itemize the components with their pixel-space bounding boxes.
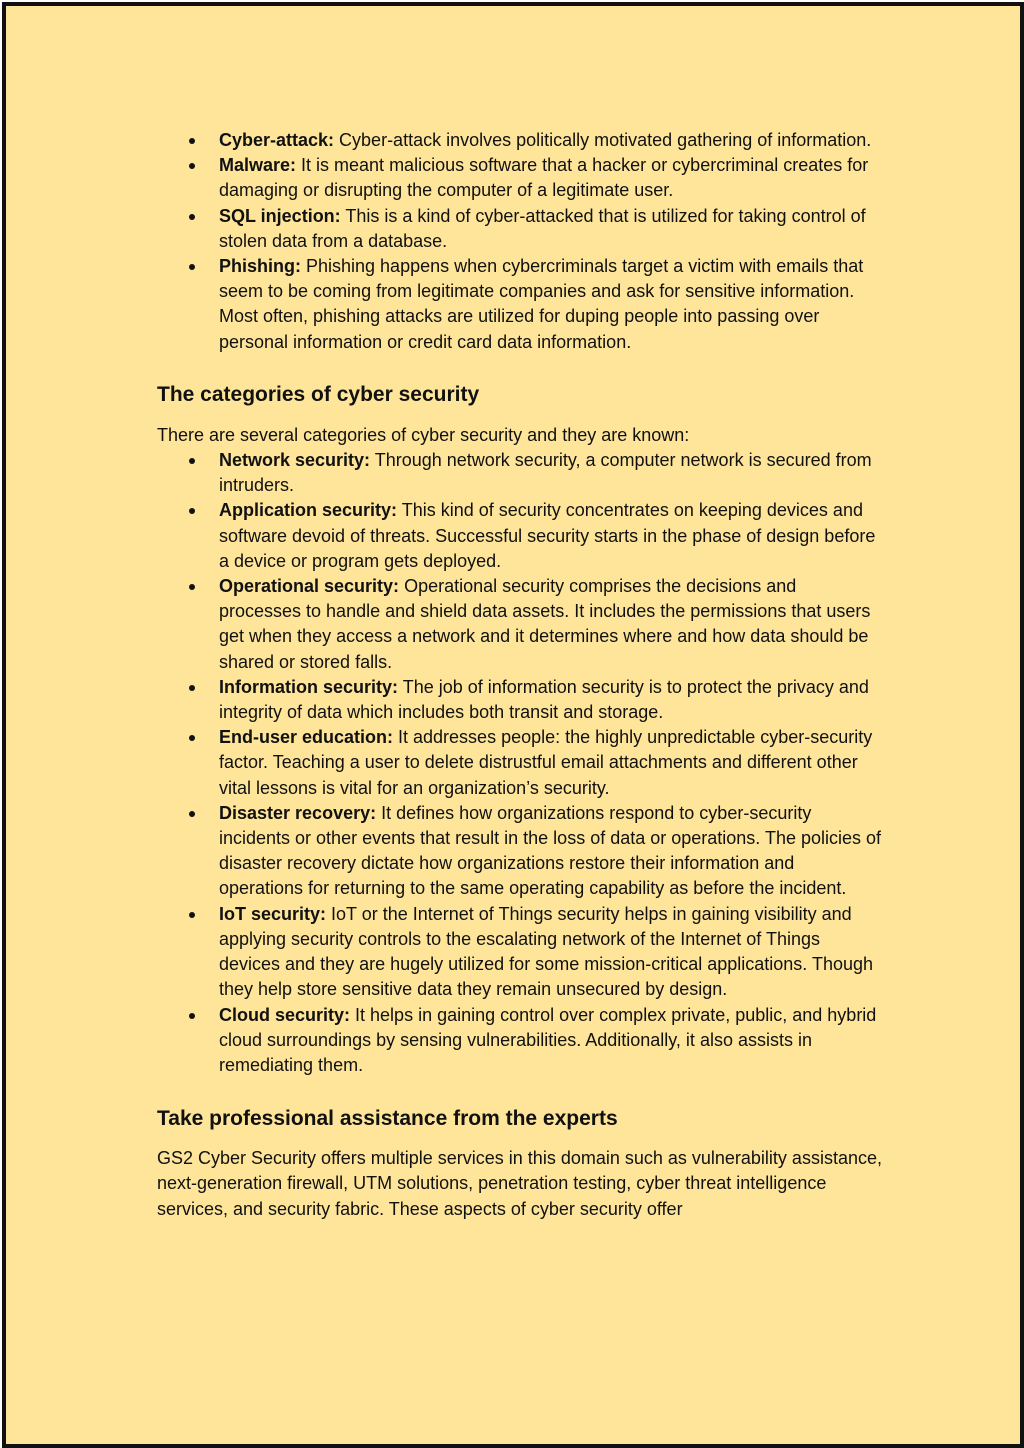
list-item-term: Information security:	[219, 676, 399, 697]
list-item-term: Disaster recovery:	[219, 802, 377, 823]
categories-list	[157, 448, 882, 1078]
list-item-text: This is a kind of cyber-attacked that is utilized for taking control of stolen data from a database.	[219, 205, 866, 251]
bullet-icon	[189, 811, 195, 817]
list-item-text: Phishing happens when cybercriminals target a victim with emails that seem to be coming from legitimate companies and ask for sensitive information. Most often, phishing attacks are utilized for duping people into passing over personal information or credit card data information.	[219, 256, 864, 352]
section-intro: There are several categories of cyber security and they are known:	[157, 424, 690, 445]
bullet-icon	[189, 458, 195, 464]
bullet-icon	[189, 508, 195, 514]
list-item-term: Cloud security:	[219, 1004, 351, 1025]
list-item	[157, 498, 882, 574]
list-item	[157, 725, 882, 801]
bullet-icon	[189, 735, 195, 741]
list-item-text: Operational security comprises the decisions and processes to handle and shield data assets. It includes the permissions that users get when they access a network and it determines where and how data should be shared or stored falls.	[219, 576, 871, 672]
list-item-text: Cyber-attack involves politically motivated gathering of information.	[334, 130, 872, 150]
bullet-icon	[189, 912, 195, 918]
list-item	[157, 128, 882, 153]
list-item-term: Application security:	[219, 500, 398, 521]
bullet-icon	[189, 264, 195, 270]
list-item-term: Malware:	[219, 155, 297, 176]
list-item-text: The job of information security is to protect the privacy and integrity of data which includes both transit and storage.	[219, 676, 869, 723]
list-item-term: Cyber-attack:	[219, 130, 335, 150]
section-heading-categories: The categories of cyber security	[157, 382, 480, 406]
list-item	[157, 204, 882, 254]
bullet-icon	[189, 584, 195, 590]
list-item-term: Network security:	[219, 450, 371, 471]
list-item-text: This kind of security concentrates on keeping devices and software devoid of threats. Successful security starts in the phase of design before a device or program gets deployed.	[219, 500, 876, 571]
list-item-text: IoT or the Internet of Things security helps in gaining visibility and applying security controls to the escalating network of the Internet of Things devices and they are hugely utilized for some mission-critical applications. Though they help store sensitive data they remain unsecured by design.	[219, 903, 874, 1000]
section-heading-assistance: Take professional assistance from the experts	[157, 1107, 618, 1131]
list-item	[157, 574, 882, 675]
bullet-icon	[189, 1013, 195, 1019]
list-item	[157, 801, 882, 902]
list-item-term: SQL injection:	[219, 205, 341, 226]
list-item-text: It is meant malicious software that a hacker or cybercriminal creates for damaging or disrupting the computer of a legitimate user.	[219, 155, 869, 201]
list-item-term: Operational security:	[219, 576, 400, 597]
bullet-icon	[189, 138, 195, 144]
list-item-text: It defines how organizations respond to cyber-security incidents or other events that result in the loss of data or operations. The policies of disaster recovery dictate how organizations restore their information and operations for returning to the same operating capability as before the incident.	[219, 802, 882, 899]
list-item	[157, 153, 882, 203]
document-content	[157, 128, 882, 1222]
list-item	[157, 902, 882, 1003]
document-page	[2, 2, 1024, 1448]
bullet-icon	[189, 685, 195, 691]
list-item-text: It addresses people: the highly unpredictable cyber-security factor. Teaching a user to delete distrustful email attachments and different other vital lessons is vital for an organization’s security.	[219, 727, 873, 798]
section-paragraph: GS2 Cyber Security offers multiple services in this domain such as vulnerability assistance, next-generation firewall, UTM solutions, penetration testing, cyber threat intelligence services, and security fabric. These aspects of cyber security offer	[157, 1148, 882, 1219]
list-item-term: IoT security:	[219, 903, 327, 924]
list-item	[157, 448, 882, 498]
list-item-term: Phishing:	[219, 256, 301, 277]
list-item	[157, 675, 882, 725]
bullet-icon	[189, 214, 195, 220]
bullet-icon	[189, 163, 195, 169]
list-item-text: It helps in gaining control over complex private, public, and hybrid cloud surroundings by sensing vulnerabilities. Additionally, it also assists in remediating them.	[219, 1004, 877, 1075]
threat-list	[157, 128, 882, 355]
list-item-term: End-user education:	[219, 727, 394, 748]
list-item	[157, 254, 882, 355]
list-item	[157, 1003, 882, 1079]
list-item-text: Through network security, a computer network is secured from intruders.	[219, 450, 872, 496]
